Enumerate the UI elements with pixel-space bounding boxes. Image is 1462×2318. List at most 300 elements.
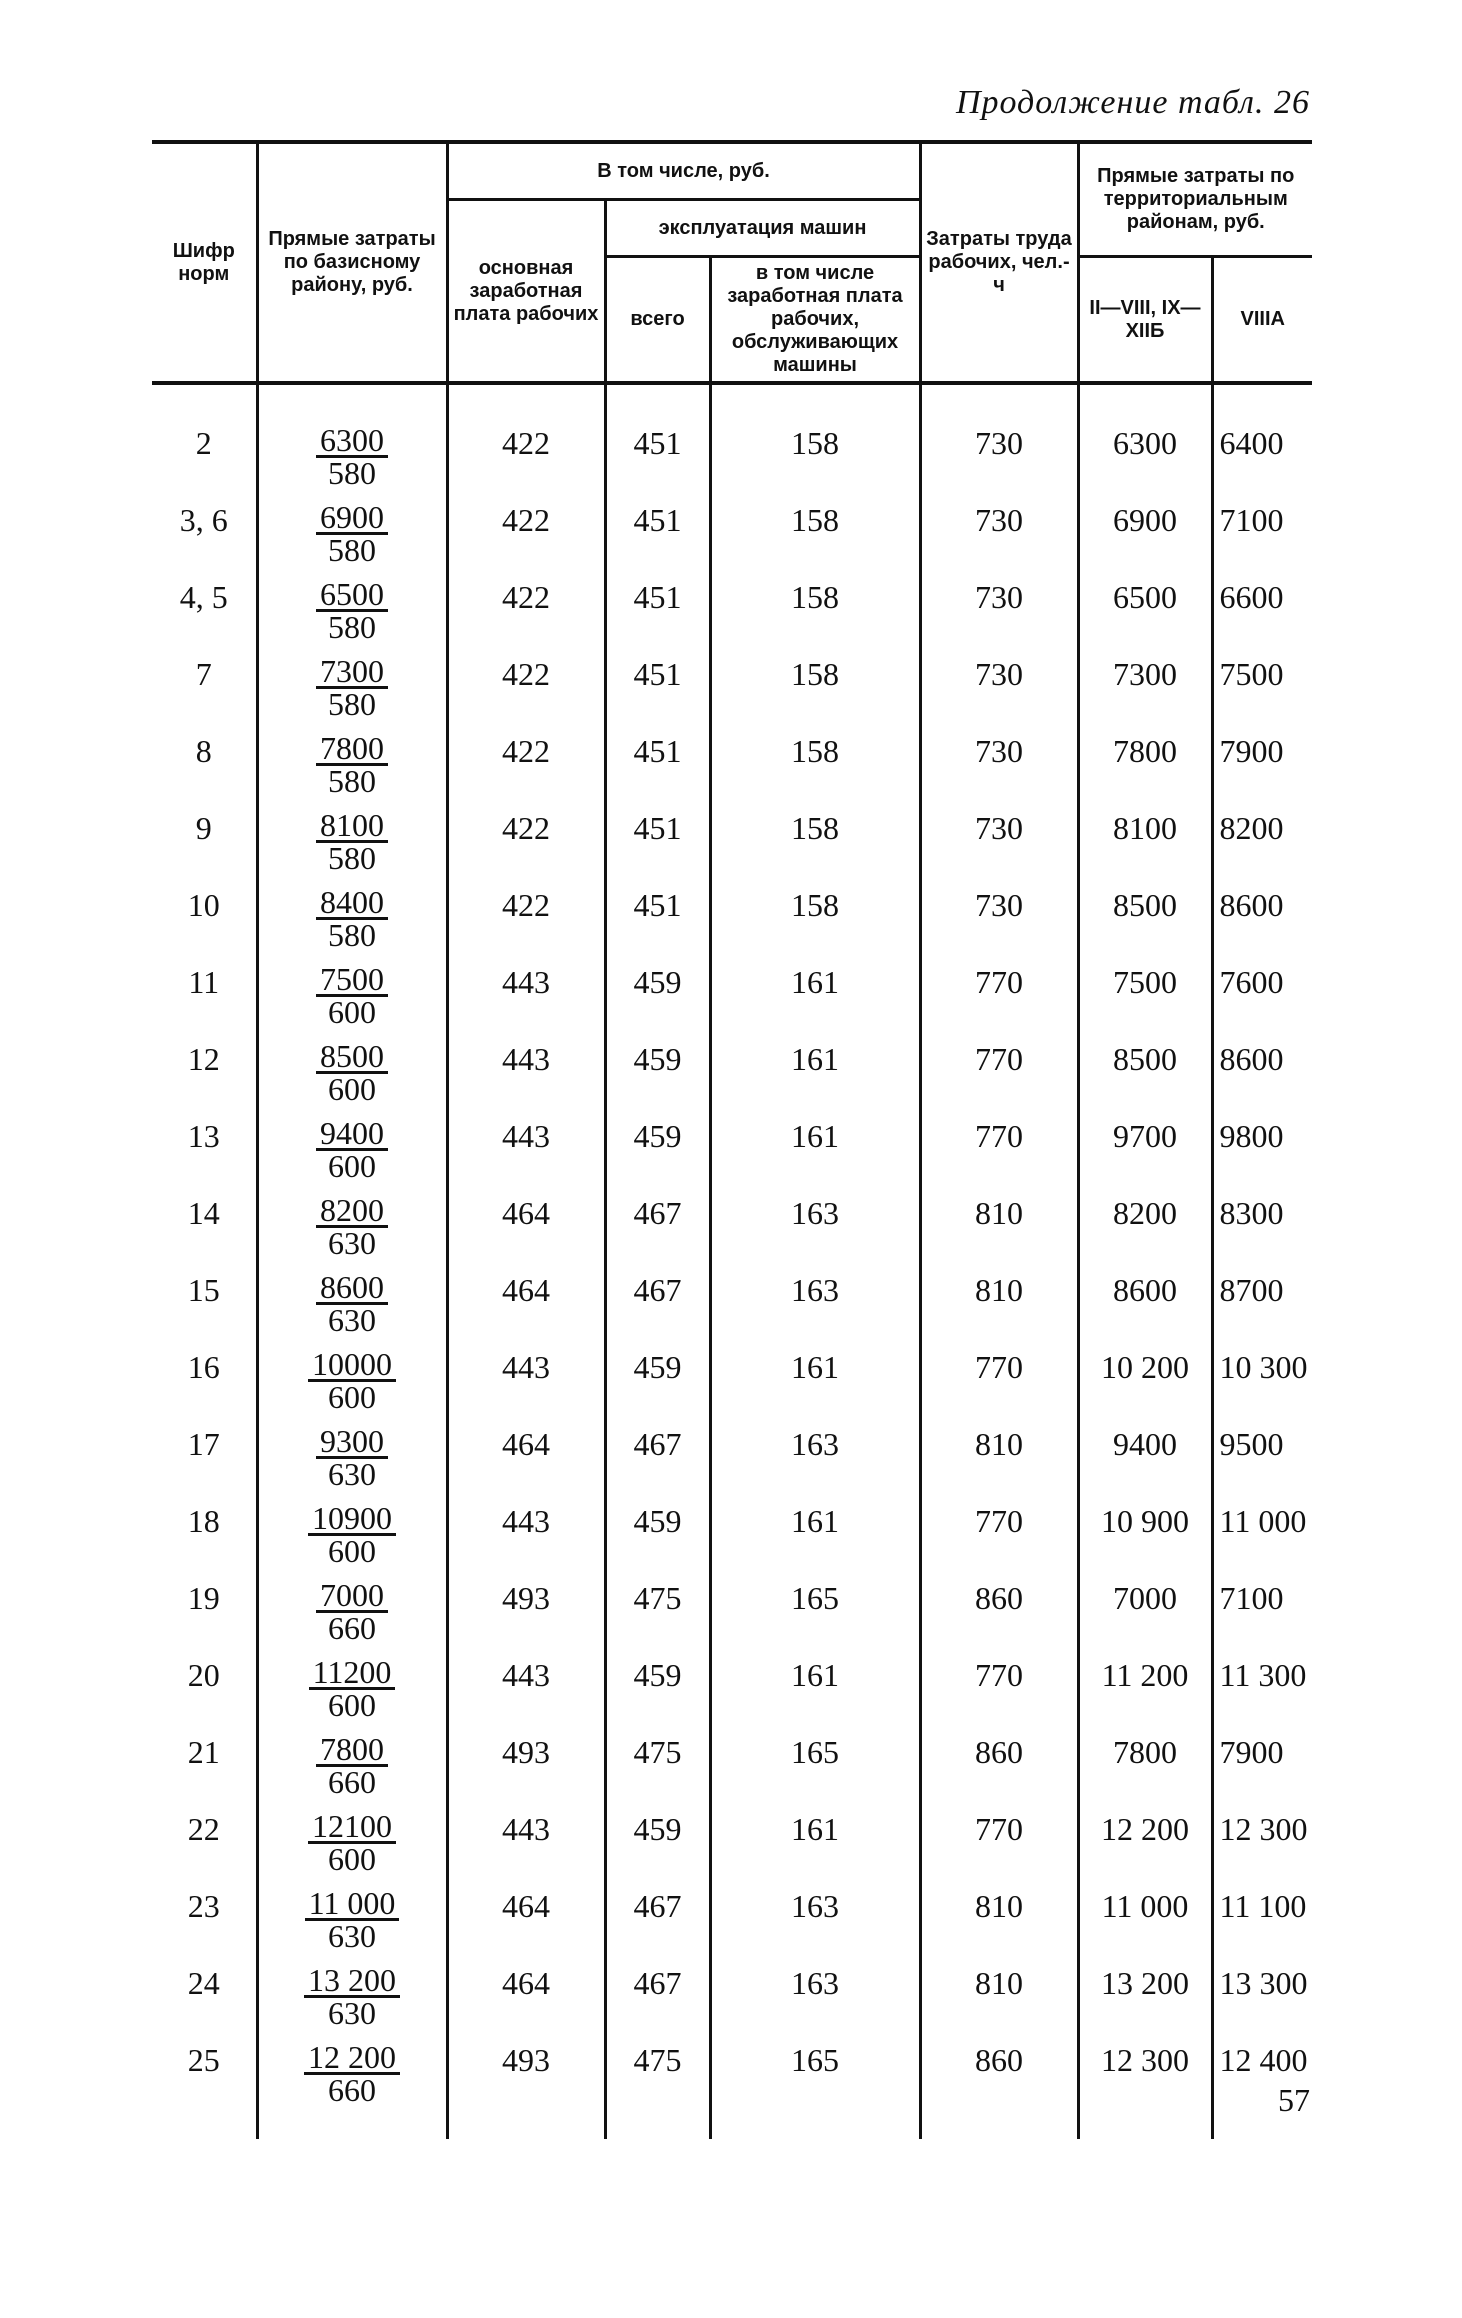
header-machine-operation: эксплуатация машин (605, 200, 920, 257)
table-row (152, 1955, 1312, 2032)
header-region-1: II—VIII, IX—XIIБ (1078, 257, 1212, 384)
cost-table (152, 140, 1312, 2139)
cell-machine-wage (710, 954, 920, 1031)
cell-machine-total-value: 451 (633, 887, 682, 923)
cell-region-2-value: 6600 (1219, 579, 1284, 615)
header-base-wage: основная заработная плата рабочих (447, 200, 605, 384)
cell-code (152, 723, 257, 800)
cell-machine-wage (710, 569, 920, 646)
cell-region-2 (1212, 415, 1312, 492)
table-row (152, 1339, 1312, 1416)
cell-machine-wage (710, 1955, 920, 2032)
cell-code (152, 1878, 257, 1955)
cell-base-wage (447, 2032, 605, 2109)
cell-base-wage-value: 422 (502, 656, 550, 692)
cell-machine-total-value: 451 (633, 425, 682, 461)
cell-machine-wage (710, 723, 920, 800)
cell-code-value: 3, 6 (179, 502, 228, 538)
cell-labor-value: 810 (975, 1426, 1023, 1462)
cell-region-2-value: 9800 (1219, 1118, 1284, 1154)
cell-code-value: 23 (187, 1888, 220, 1924)
cell-labor (920, 1339, 1078, 1416)
cell-code-value: 19 (187, 1580, 220, 1616)
cell-region-2 (1212, 1185, 1312, 1262)
cell-machine-wage (710, 492, 920, 569)
cell-machine-total-value: 459 (633, 1657, 682, 1693)
cell-direct-base (257, 415, 447, 492)
cell-labor-value: 770 (975, 1657, 1023, 1693)
cell-code (152, 1185, 257, 1262)
cell-region-2 (1212, 1031, 1312, 1108)
cell-region-2 (1212, 1262, 1312, 1339)
cell-base-wage-value: 443 (502, 1657, 550, 1693)
cell-direct-base (257, 1108, 447, 1185)
cell-base-wage (447, 1185, 605, 1262)
cell-labor-value: 810 (975, 1965, 1023, 2001)
cell-region-1-value: 9700 (1113, 1118, 1177, 1154)
fraction (316, 1108, 388, 1184)
fraction-denominator: 630 (328, 1456, 376, 1492)
cell-machine-wage (710, 1262, 920, 1339)
fraction (304, 1955, 400, 2031)
fraction (316, 1570, 388, 1646)
cell-region-1 (1078, 723, 1212, 800)
cell-base-wage-value: 443 (502, 1118, 550, 1154)
cell-region-2 (1212, 723, 1312, 800)
cell-machine-wage (710, 1416, 920, 1493)
cell-machine-total (605, 1339, 710, 1416)
fraction-numerator: 10900 (308, 1503, 396, 1536)
cell-machine-total-value: 467 (633, 1965, 682, 2001)
cell-machine-total-value: 451 (633, 733, 682, 769)
cell-direct-base (257, 1262, 447, 1339)
cell-region-1-value: 6500 (1113, 579, 1177, 615)
cell-region-1-value: 6900 (1113, 502, 1177, 538)
cell-machine-wage-value: 161 (791, 1118, 839, 1154)
cell-machine-wage-value: 158 (791, 502, 839, 538)
cell-direct-base (257, 2032, 447, 2109)
cell-region-1-value: 12 300 (1101, 2042, 1189, 2078)
cell-base-wage (447, 1801, 605, 1878)
cell-machine-total-value: 451 (633, 579, 682, 615)
cell-code (152, 877, 257, 954)
cell-base-wage (447, 1108, 605, 1185)
cell-machine-total-value: 459 (633, 1811, 682, 1847)
cell-code (152, 1108, 257, 1185)
table-row (152, 1185, 1312, 1262)
fraction-denominator: 630 (328, 1995, 376, 2031)
table-header (152, 142, 1312, 383)
table-row (152, 954, 1312, 1031)
cell-base-wage-value: 443 (502, 1811, 550, 1847)
cell-base-wage (447, 1339, 605, 1416)
cell-region-1-value: 7500 (1113, 964, 1177, 1000)
cell-region-1-value: 8600 (1113, 1272, 1177, 1308)
table-row (152, 1878, 1312, 1955)
cell-machine-total (605, 1108, 710, 1185)
fraction-denominator: 580 (328, 609, 376, 645)
cell-base-wage-value: 464 (502, 1888, 550, 1924)
fraction (316, 1262, 388, 1338)
cell-labor (920, 415, 1078, 492)
cell-region-2-value: 11 100 (1219, 1888, 1307, 1924)
cell-region-1 (1078, 1108, 1212, 1185)
cell-code (152, 1339, 257, 1416)
cell-region-2 (1212, 569, 1312, 646)
cell-labor-value: 730 (975, 810, 1023, 846)
cell-labor-value: 810 (975, 1888, 1023, 1924)
cell-labor-value: 730 (975, 887, 1023, 923)
cell-machine-wage (710, 1339, 920, 1416)
cell-region-1 (1078, 877, 1212, 954)
fraction-numerator: 9300 (316, 1426, 388, 1459)
cell-machine-wage (710, 2032, 920, 2109)
cell-machine-total-value: 467 (633, 1272, 682, 1308)
cell-labor (920, 1185, 1078, 1262)
cell-region-1-value: 8500 (1113, 887, 1177, 923)
cell-base-wage-value: 464 (502, 1195, 550, 1231)
cell-code (152, 646, 257, 723)
cell-base-wage (447, 492, 605, 569)
cell-direct-base (257, 1878, 447, 1955)
cell-code-value: 21 (187, 1734, 220, 1770)
cell-machine-wage-value: 165 (791, 2042, 839, 2078)
cell-direct-base (257, 1570, 447, 1647)
cell-code (152, 1416, 257, 1493)
cell-base-wage-value: 464 (502, 1272, 550, 1308)
cell-base-wage (447, 1878, 605, 1955)
cell-labor-value: 770 (975, 964, 1023, 1000)
cell-region-2 (1212, 1724, 1312, 1801)
cell-machine-wage (710, 1801, 920, 1878)
cell-labor (920, 1108, 1078, 1185)
fraction-denominator: 600 (328, 1379, 376, 1415)
fraction (308, 1801, 396, 1877)
cell-labor (920, 954, 1078, 1031)
fraction-numerator: 12100 (308, 1811, 396, 1844)
cell-region-2-value: 11 300 (1219, 1657, 1307, 1693)
fraction (316, 1185, 388, 1261)
cell-labor-value: 770 (975, 1349, 1023, 1385)
cell-region-2-value: 8200 (1219, 810, 1284, 846)
cell-region-1-value: 10 200 (1101, 1349, 1189, 1385)
cell-base-wage-value: 422 (502, 579, 550, 615)
table-row (152, 1647, 1312, 1724)
cell-base-wage-value: 443 (502, 1041, 550, 1077)
cell-base-wage (447, 954, 605, 1031)
cell-region-1 (1078, 1185, 1212, 1262)
cell-machine-total-value: 467 (633, 1888, 682, 1924)
cell-base-wage (447, 1031, 605, 1108)
cell-machine-wage (710, 800, 920, 877)
fraction (316, 415, 388, 491)
cell-machine-total (605, 1570, 710, 1647)
cell-machine-total-value: 475 (633, 2042, 682, 2078)
cell-labor (920, 1416, 1078, 1493)
cell-machine-wage-value: 158 (791, 810, 839, 846)
cell-labor-value: 730 (975, 733, 1023, 769)
table-row (152, 877, 1312, 954)
cell-region-2-value: 8700 (1219, 1272, 1284, 1308)
cell-machine-total (605, 1493, 710, 1570)
fraction-denominator: 600 (328, 1687, 376, 1723)
cell-machine-total (605, 800, 710, 877)
cell-region-2-value: 6400 (1219, 425, 1284, 461)
fraction-numerator: 13 200 (304, 1965, 400, 1998)
cell-code-value: 8 (195, 733, 212, 769)
cell-direct-base (257, 1185, 447, 1262)
cell-code (152, 1801, 257, 1878)
table-row (152, 415, 1312, 492)
header-including: В том числе, руб. (447, 142, 920, 200)
cell-region-1 (1078, 1647, 1212, 1724)
cell-labor (920, 1801, 1078, 1878)
cell-machine-total-value: 467 (633, 1426, 682, 1462)
cell-machine-total-value: 459 (633, 1118, 682, 1154)
cell-machine-wage-value: 161 (791, 964, 839, 1000)
cell-machine-wage (710, 1031, 920, 1108)
cell-region-1 (1078, 1031, 1212, 1108)
cell-region-2-value: 10 300 (1219, 1349, 1308, 1385)
cell-region-2 (1212, 1570, 1312, 1647)
cell-machine-total (605, 1801, 710, 1878)
cell-base-wage-value: 464 (502, 1426, 550, 1462)
cell-machine-wage (710, 1570, 920, 1647)
cell-code-value: 4, 5 (179, 579, 228, 615)
table-row (152, 569, 1312, 646)
cell-base-wage (447, 569, 605, 646)
cell-machine-wage-value: 165 (791, 1734, 839, 1770)
cell-region-1-value: 7000 (1113, 1580, 1177, 1616)
cell-region-1 (1078, 415, 1212, 492)
table-row (152, 646, 1312, 723)
cell-region-1-value: 13 200 (1101, 1965, 1189, 2001)
cell-base-wage-value: 493 (502, 2042, 550, 2078)
cell-region-2-value: 13 300 (1219, 1965, 1308, 2001)
cell-code-value: 22 (187, 1811, 220, 1847)
table-row (152, 492, 1312, 569)
cell-machine-wage (710, 1493, 920, 1570)
cell-region-2 (1212, 1878, 1312, 1955)
cell-machine-wage (710, 1108, 920, 1185)
cell-machine-wage (710, 877, 920, 954)
table-row (152, 1724, 1312, 1801)
cell-base-wage (447, 1724, 605, 1801)
cell-code-value: 7 (195, 656, 212, 692)
cell-direct-base (257, 1493, 447, 1570)
fraction-numerator: 6500 (316, 579, 388, 612)
cell-machine-wage-value: 163 (791, 1272, 839, 1308)
cell-labor (920, 1262, 1078, 1339)
cell-region-1 (1078, 1339, 1212, 1416)
cell-region-1 (1078, 1878, 1212, 1955)
table-body (152, 383, 1312, 2139)
cell-region-2 (1212, 1955, 1312, 2032)
fraction-numerator: 10000 (308, 1349, 396, 1382)
cell-base-wage (447, 1570, 605, 1647)
cell-code (152, 1031, 257, 1108)
cell-region-2-value: 8600 (1219, 1041, 1284, 1077)
cell-machine-wage (710, 1878, 920, 1955)
fraction (316, 492, 388, 568)
cell-code-value: 16 (187, 1349, 220, 1385)
cell-labor (920, 646, 1078, 723)
header-machine-wage: в том числе заработная плата рабочих, обслуживающих машины (710, 257, 920, 384)
fraction (308, 1339, 396, 1415)
page-number: 57 (1278, 2082, 1310, 2118)
cell-labor-value: 730 (975, 425, 1023, 461)
cell-machine-wage-value: 158 (791, 579, 839, 615)
fraction-denominator: 630 (328, 1302, 376, 1338)
cell-region-1 (1078, 2032, 1212, 2109)
cell-region-1 (1078, 492, 1212, 569)
cell-region-2-value: 7100 (1219, 1580, 1284, 1616)
cell-region-1-value: 6300 (1113, 425, 1177, 461)
cell-machine-wage (710, 415, 920, 492)
cell-region-1-value: 8200 (1113, 1195, 1177, 1231)
cell-direct-base (257, 877, 447, 954)
cell-labor-value: 810 (975, 1272, 1023, 1308)
table-row (152, 1262, 1312, 1339)
cell-machine-wage-value: 163 (791, 1965, 839, 2001)
cell-labor (920, 800, 1078, 877)
cell-base-wage-value: 422 (502, 502, 550, 538)
table-tail-row (152, 2109, 1312, 2139)
cell-machine-wage-value: 158 (791, 733, 839, 769)
fraction (316, 1031, 388, 1107)
cell-region-1-value: 8500 (1113, 1041, 1177, 1077)
cell-base-wage-value: 422 (502, 810, 550, 846)
fraction-denominator: 580 (328, 917, 376, 953)
cell-machine-total (605, 646, 710, 723)
cell-labor-value: 860 (975, 1734, 1023, 1770)
cell-region-1-value: 9400 (1113, 1426, 1177, 1462)
cell-labor (920, 1955, 1078, 2032)
cell-base-wage-value: 422 (502, 887, 550, 923)
cell-base-wage (447, 1647, 605, 1724)
cell-code-value: 10 (187, 887, 220, 923)
cell-machine-wage-value: 161 (791, 1503, 839, 1539)
cell-region-2 (1212, 1416, 1312, 1493)
cell-machine-total-value: 459 (633, 1041, 682, 1077)
cell-machine-total (605, 2032, 710, 2109)
cell-machine-total (605, 954, 710, 1031)
cell-region-2 (1212, 1339, 1312, 1416)
cell-code-value: 24 (187, 1965, 220, 2001)
cell-machine-wage (710, 1647, 920, 1724)
cell-machine-total (605, 1955, 710, 2032)
cell-code-value: 11 (188, 964, 220, 1000)
table-caption: Продолжение табл. 26 (955, 84, 1310, 121)
cell-machine-wage-value: 161 (791, 1041, 839, 1077)
cell-direct-base (257, 954, 447, 1031)
cell-machine-total-value: 459 (633, 1349, 682, 1385)
cell-region-1 (1078, 1724, 1212, 1801)
fraction-numerator: 7800 (316, 733, 388, 766)
cell-code-value: 2 (195, 425, 212, 461)
cell-labor (920, 1724, 1078, 1801)
cell-labor (920, 877, 1078, 954)
cell-base-wage-value: 422 (502, 425, 550, 461)
cell-code (152, 1262, 257, 1339)
cell-direct-base (257, 1955, 447, 2032)
cell-region-2 (1212, 800, 1312, 877)
fraction-numerator: 11200 (309, 1657, 396, 1690)
cell-machine-wage-value: 158 (791, 887, 839, 923)
cell-base-wage-value: 443 (502, 964, 550, 1000)
cell-base-wage (447, 415, 605, 492)
cell-code (152, 1493, 257, 1570)
cell-base-wage-value: 464 (502, 1965, 550, 2001)
fraction-numerator: 7500 (316, 964, 388, 997)
fraction-numerator: 6900 (316, 502, 388, 535)
fraction-numerator: 8400 (316, 887, 388, 920)
cell-machine-total-value: 451 (633, 810, 682, 846)
cell-direct-base (257, 1801, 447, 1878)
cell-code (152, 1570, 257, 1647)
cell-region-1 (1078, 1570, 1212, 1647)
cell-machine-total (605, 1416, 710, 1493)
fraction-numerator: 8600 (316, 1272, 388, 1305)
cell-region-2-value: 7600 (1219, 964, 1284, 1000)
cell-direct-base (257, 1031, 447, 1108)
fraction-numerator: 12 200 (304, 2042, 400, 2075)
cell-code (152, 415, 257, 492)
cell-base-wage (447, 877, 605, 954)
cell-region-2 (1212, 1801, 1312, 1878)
cell-code (152, 954, 257, 1031)
cell-direct-base (257, 569, 447, 646)
table-row (152, 1108, 1312, 1185)
cell-machine-wage-value: 161 (791, 1657, 839, 1693)
cell-direct-base (257, 723, 447, 800)
fraction-numerator: 9400 (316, 1118, 388, 1151)
cell-machine-total-value: 467 (633, 1195, 682, 1231)
fraction-denominator: 630 (328, 1225, 376, 1261)
cell-labor-value: 860 (975, 2042, 1023, 2078)
cell-labor (920, 492, 1078, 569)
cell-labor (920, 1878, 1078, 1955)
cell-region-2 (1212, 1493, 1312, 1570)
fraction-denominator: 660 (328, 1610, 376, 1646)
cell-region-1-value: 7800 (1113, 1734, 1177, 1770)
table-spacer-row (152, 383, 1312, 415)
cell-machine-total (605, 569, 710, 646)
fraction-denominator: 580 (328, 532, 376, 568)
fraction (316, 569, 388, 645)
cell-labor-value: 730 (975, 502, 1023, 538)
cell-base-wage (447, 1493, 605, 1570)
cell-region-2-value: 12 300 (1219, 1811, 1308, 1847)
cell-machine-wage-value: 158 (791, 425, 839, 461)
cell-machine-total (605, 1262, 710, 1339)
cell-labor-value: 730 (975, 579, 1023, 615)
cell-region-2-value: 12 400 (1219, 2042, 1308, 2078)
header-machine-total: всего (605, 257, 710, 384)
cell-machine-wage-value: 161 (791, 1811, 839, 1847)
cell-code (152, 2032, 257, 2109)
cell-region-1-value: 10 900 (1101, 1503, 1189, 1539)
cell-base-wage-value: 493 (502, 1580, 550, 1616)
cell-region-1 (1078, 954, 1212, 1031)
cell-region-2 (1212, 954, 1312, 1031)
cell-labor (920, 1031, 1078, 1108)
cell-code-value: 13 (187, 1118, 220, 1154)
cell-region-2-value: 8600 (1219, 887, 1284, 923)
fraction-denominator: 660 (328, 1764, 376, 1800)
fraction (316, 1416, 388, 1492)
fraction (316, 646, 388, 722)
